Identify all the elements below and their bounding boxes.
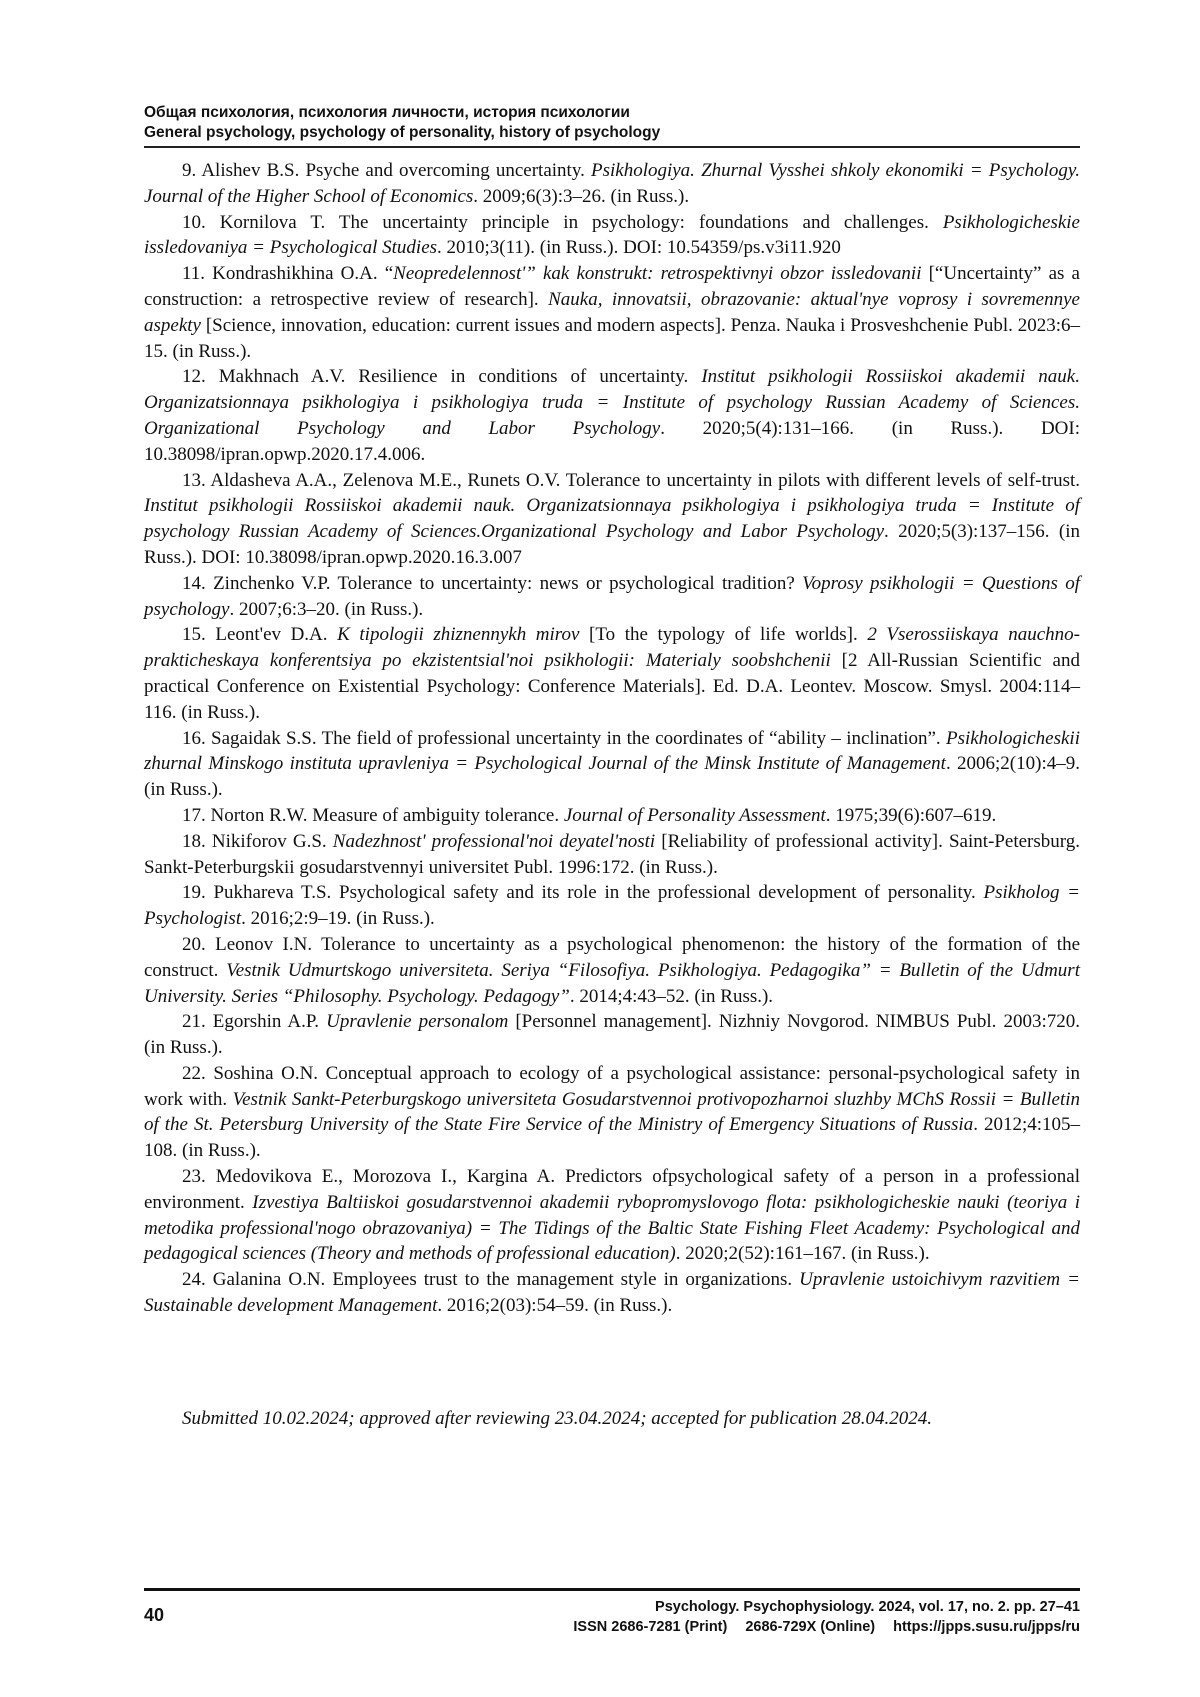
reference-text: . 2016;2(03):54–59. (in Russ.). [437, 1295, 673, 1317]
journal-footer [573, 1597, 1080, 1637]
reference-text: . 2006;2(10):4–9. (in Russ.). [144, 753, 1080, 801]
reference-source: Upravlenie personalom [326, 1011, 509, 1033]
issn-online: 2686-729X (Online) [745, 1619, 876, 1635]
reference-text: [2 All-Russian Scientific and practical Conference on Existential Psychology: Conference Materials]. Ed. D.A. Leontev. Moscow. Smysl. 2004:114–116. (in Russ.). [144, 650, 1080, 723]
reference-text: . 2016;2:9–19. (in Russ.). [241, 908, 435, 930]
reference-source: Psikhologicheskie issledovaniya = Psychological Studies [144, 211, 1080, 259]
reference-source: Psikhologiya. Zhurnal Vysshei shkoly ekonomiki = Psychology. Journal of the Higher School of Economics [144, 160, 1080, 207]
reference-item [144, 803, 1080, 829]
reference-source: Izvestiya Baltiiskoi gosudarstvennoi akademii rybopromyslovogo flota: psikhologicheskie nauki (teoriya i metodika professional'nogo obrazovaniya) = The Tidings of the Baltic State Fishing Fleet Academy: Psychological and pedagogical sciences (Theory and methods of professional education) [144, 1191, 1081, 1265]
reference-source: Nadezhnost' professional'noi deyatel'nosti [332, 830, 656, 852]
reference-item [144, 364, 1080, 467]
reference-item [144, 261, 1080, 364]
reference-source: Voprosy psikhologii = Questions of psychology [144, 572, 1080, 620]
reference-item [144, 726, 1080, 803]
reference-text: 13. Aldasheva A.A., Zelenova M.E., Runets O.V. Tolerance to uncertainty in pilots with different levels of self-trust. [182, 469, 1080, 491]
reference-text: 19. Pukhareva T.S. Psychological safety and its role in the professional development of personality. [182, 882, 984, 904]
reference-text: . 2014;4:43–52. (in Russ.). [569, 985, 774, 1007]
reference-source: 2 Vserossiiskaya nauchno-prakticheskaya konferentsiya po ekzistentsial'noi psikhologii: Materialy soobshchenii [144, 624, 1080, 672]
reference-text: 12. Makhnach A.V. Resilience in conditions of uncertainty. [182, 366, 702, 388]
reference-source: K tipologii zhiznennykh mirov [337, 624, 580, 646]
reference-text: . 2020;5(3):137–156. (in Russ.). DOI: 10.38098/ipran.opwp.2020.16.3.007 [144, 521, 1080, 568]
reference-text: [Reliability of professional activity]. Saint-Petersburg. Sankt-Peterburgskii gosudarstvennyi universitet Publ. 1996:172. (in Russ.). [144, 830, 1080, 878]
reference-text: [Personnel management]. Nizhniy Novgorod. NIMBUS Publ. 2003:720. (in Russ.). [144, 1011, 1080, 1059]
reference-item [144, 622, 1080, 725]
reference-text: . 2010;3(11). (in Russ.). DOI: 10.54359/ps.v3i11.920 [437, 237, 841, 259]
reference-text: . 2007;6:3–20. (in Russ.). [229, 598, 424, 620]
reference-item [144, 932, 1080, 1009]
reference-text: 15. Leont'ev D.A. [182, 624, 338, 646]
reference-text: 9. Alishev B.S. Psyche and overcoming uncertainty. [182, 160, 591, 181]
reference-text: 23. Medovikova E., Morozova I., Kargina A. Predictors ofpsychological safety of a person in a professional environment. [144, 1166, 1080, 1213]
reference-source: Vestnik Udmurtskogo universiteta. Seriya “Filosofiya. Psikhologiya. Pedagogika” = Bulletin of the Udmurt University. Series “Philosophy. Psychology. Pedagogy” [144, 959, 1080, 1007]
reference-item [144, 880, 1080, 932]
reference-text: . 2009;6(3):3–26. (in Russ.). [473, 185, 690, 207]
reference-item [144, 571, 1080, 623]
journal-url[interactable]: https://jpps.susu.ru/jpps/ru [893, 1619, 1080, 1635]
reference-item [144, 1009, 1080, 1061]
reference-source: Journal of Personality Assessment [563, 804, 826, 826]
reference-text: 18. Nikiforov G.S. [182, 830, 333, 852]
reference-text: 21. Egorshin A.P. [182, 1011, 327, 1033]
reference-item [144, 210, 1080, 262]
reference-source: Psikholog = Psychologist [144, 882, 1081, 930]
reference-source: Psikhologicheskii zhurnal Minskogo instituta upravleniya = Psychological Journal of the Minsk Institute of Management [144, 727, 1080, 775]
reference-item [144, 1164, 1080, 1267]
reference-text: 10. Kornilova T. The uncertainty principle in psychology: foundations and challenges. [182, 211, 943, 233]
reference-source: Institut psikhologii Rossiiskoi akademii nauk. Organizatsionnaya psikhologiya i psikhologiya truda = Institute of psychology Russian Academy of Sciences. Organizational Psychology and Labor Psychology [144, 366, 1080, 439]
page-number: 40 [144, 1605, 165, 1625]
reference-text: 16. Sagaidak S.S. The field of professional uncertainty in the coordinates of “ability – inclination”. [182, 727, 946, 749]
reference-source: Neopredelennost'” kak konstrukt: retrospektivnyi obzor issledovanii [393, 263, 922, 285]
issn-print: ISSN 2686-7281 (Print) [573, 1619, 728, 1635]
running-header [144, 103, 1080, 143]
reference-source: Upravlenie ustoichivym razvitiem = Sustainable development Management [144, 1269, 1080, 1317]
header-title-ru: Общая психология, психология личности, история психологии [144, 104, 630, 121]
footer-divider [144, 1588, 1080, 1591]
reference-text: . 2020;5(4):131–166. (in Russ.). DOI: 10.38098/ipran.opwp.2020.17.4.006. [144, 417, 1080, 465]
reference-text: . 2020;2(52):161–167. (in Russ.). [675, 1243, 930, 1265]
journal-citation: Psychology. Psychophysiology. 2024, vol. 17, no. 2. pp. 27–41 [655, 1599, 1080, 1615]
reference-source: Institut psikhologii Rossiiskoi akademii nauk. Organizatsionnaya psikhologiya i psikhologiya truda = Institute of psychology Russian Academy of Sciences.Organizational Psychology and Labor Psychology [144, 495, 1080, 543]
reference-item [144, 158, 1080, 210]
reference-item [144, 1061, 1080, 1164]
header-divider [144, 146, 1080, 148]
reference-item [144, 468, 1080, 571]
header-title-en: General psychology, psychology of personality, history of psychology [144, 124, 661, 141]
reference-text: . 2012;4:105–108. (in Russ.). [144, 1114, 1081, 1162]
reference-text: 20. Leonov I.N. Tolerance to uncertainty as a psychological phenomenon: the history of the formation of the construct. [144, 933, 1080, 981]
reference-text: 22. Soshina O.N. Conceptual approach to ecology of a psychological assistance: personal-psychological safety in work with. [144, 1062, 1080, 1110]
reference-text: 17. Norton R.W. Measure of ambiguity tolerance. [182, 804, 564, 826]
reference-text: 14. Zinchenko V.P. Tolerance to uncertainty: news or psychological tradition? [182, 572, 803, 594]
reference-text: [To the typology of life worlds]. [579, 624, 868, 646]
reference-source: Nauka, innovatsii, obrazovanie: aktual'nye voprosy i sovremennye aspekty [144, 288, 1080, 336]
reference-text: [Science, innovation, education: current issues and modern aspects]. Penza. Nauka i Prosveshchenie Publ. 2023:6–15. (in Russ.). [144, 314, 1080, 362]
submission-dates: Submitted 10.02.2024; approved after reviewing 23.04.2024; accepted for publication 28.04.2024. [182, 1408, 933, 1429]
reference-text: [“Uncertainty” as a construction: a retrospective review of research]. [144, 263, 1080, 310]
reference-text: 11. Kondrashikhina O.A. “ [182, 263, 394, 285]
reference-item [144, 829, 1080, 881]
reference-text: 24. Galanina O.N. Employees trust to the management style in organizations. [182, 1269, 800, 1291]
reference-list [144, 158, 1080, 1319]
reference-item [144, 1267, 1080, 1319]
reference-text: . 1975;39(6):607–619. [825, 804, 997, 826]
reference-source: Vestnik Sankt-Peterburgskogo universiteta Gosudarstvennoi protivopozharnoi sluzhby MChS Rossii = Bulletin of the St. Petersburg University of the State Fire Service of the Ministry of Emergency Situations of Russia [144, 1088, 1081, 1136]
